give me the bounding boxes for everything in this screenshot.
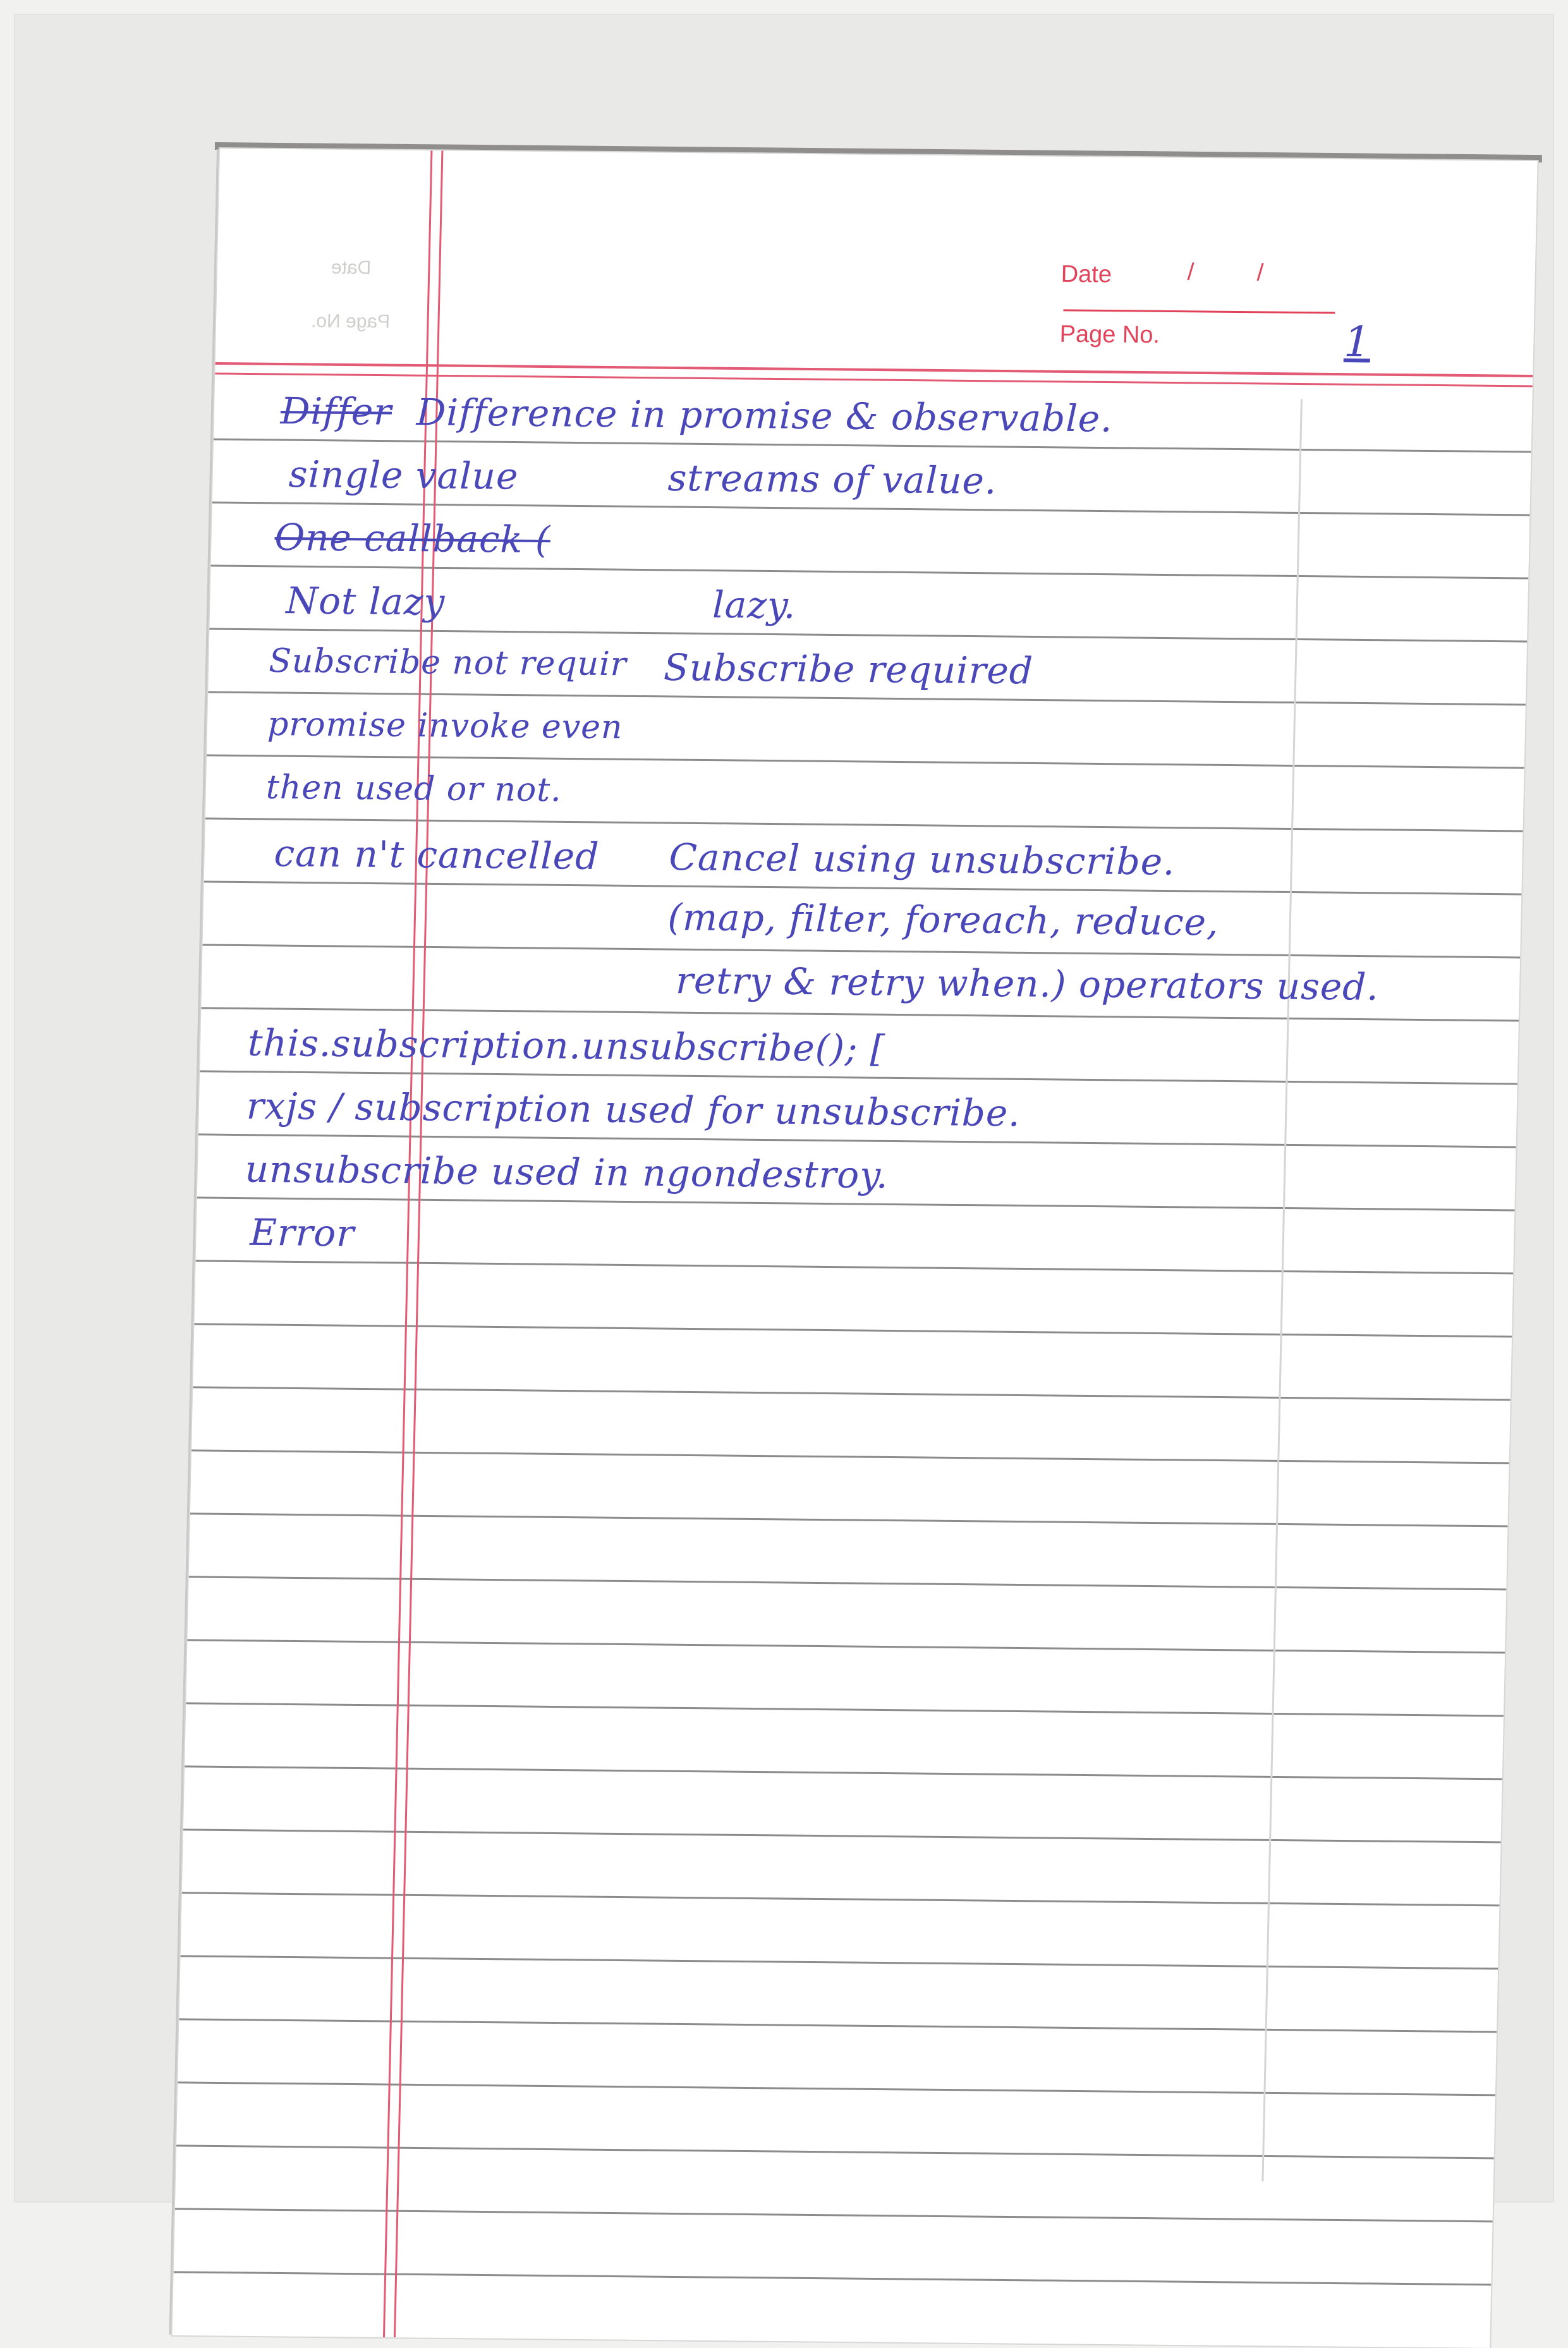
struck-word: Differ (280, 389, 392, 434)
ruled-line (197, 1198, 1515, 1210)
row-1-right: streams of value. (667, 456, 998, 502)
ruled-line (183, 1830, 1501, 1842)
date-label: Date (1061, 260, 1112, 288)
ruled-line (203, 945, 1521, 958)
ruled-line (194, 1324, 1512, 1337)
header-red-rule (216, 363, 1533, 376)
ruled-line (186, 1703, 1504, 1716)
row-5-left: then used or not. (265, 768, 562, 810)
date-separator-2: / (1256, 259, 1264, 286)
ruled-line (201, 1008, 1519, 1021)
row-2-right: lazy. (712, 583, 797, 627)
notebook-page (173, 149, 1538, 2348)
struck-line: One callback ( (274, 515, 551, 562)
row-6-left: can n't cancelled (273, 832, 600, 878)
ruled-line (191, 1451, 1509, 1463)
ruled-line (200, 1071, 1517, 1084)
row-1-left: single value (288, 453, 520, 498)
title-line: Difference in promise & observable. (416, 391, 1114, 441)
right-margin-faint (1263, 399, 1302, 2181)
ruled-line (207, 755, 1524, 768)
ghost-page-label: Page No. (310, 310, 391, 332)
ruled-line (208, 692, 1526, 705)
row-2-left: Not lazy (285, 579, 446, 624)
ruled-line (193, 1387, 1510, 1400)
ruled-line (174, 2272, 1492, 2285)
ruled-line (179, 2019, 1497, 2032)
row-6-right: Cancel using unsubscribe. (668, 836, 1176, 884)
ruled-line (178, 2083, 1495, 2095)
ruled-line (175, 2209, 1493, 2222)
ruled-line (189, 1577, 1507, 1590)
date-separator-1: / (1187, 259, 1194, 286)
destroy-line: unsubscribe used in ngondestroy. (245, 1147, 889, 1197)
row-3-right: Subscribe required (663, 645, 1034, 693)
ruled-line (204, 882, 1522, 894)
page-number-label: Page No. (1059, 320, 1160, 349)
row-3-left: Subscribe not requir (268, 642, 628, 684)
rxjs-line: rxjs / subscription used for unsubscribe. (246, 1084, 1021, 1135)
ruled-line (185, 1767, 1502, 1779)
operators-line-2: retry & retry when.) operators used. (675, 959, 1380, 1009)
ruled-line (205, 818, 1523, 831)
ghost-date-label: Date (331, 257, 372, 279)
date-underline (1063, 310, 1335, 313)
code-line: this.subscription.unsubscribe(); [ (247, 1021, 886, 1071)
ruled-line (182, 1893, 1500, 1906)
operators-line-1: (map, filter, foreach, reduce, (667, 896, 1220, 944)
ruled-line (214, 439, 1531, 452)
page-number-value: 1 (1343, 317, 1371, 367)
row-4-left: promise invoke even (267, 705, 624, 747)
error-line: Error (249, 1210, 355, 1255)
ruled-line (181, 1956, 1498, 1969)
ruled-line (211, 566, 1529, 578)
ruled-line (196, 1261, 1514, 1274)
ruled-line (190, 1514, 1508, 1526)
ruled-line (212, 502, 1530, 515)
ruled-line (209, 629, 1527, 642)
ruled-line (198, 1134, 1516, 1147)
ruled-line (176, 2146, 1494, 2158)
ruled-line (188, 1640, 1505, 1653)
